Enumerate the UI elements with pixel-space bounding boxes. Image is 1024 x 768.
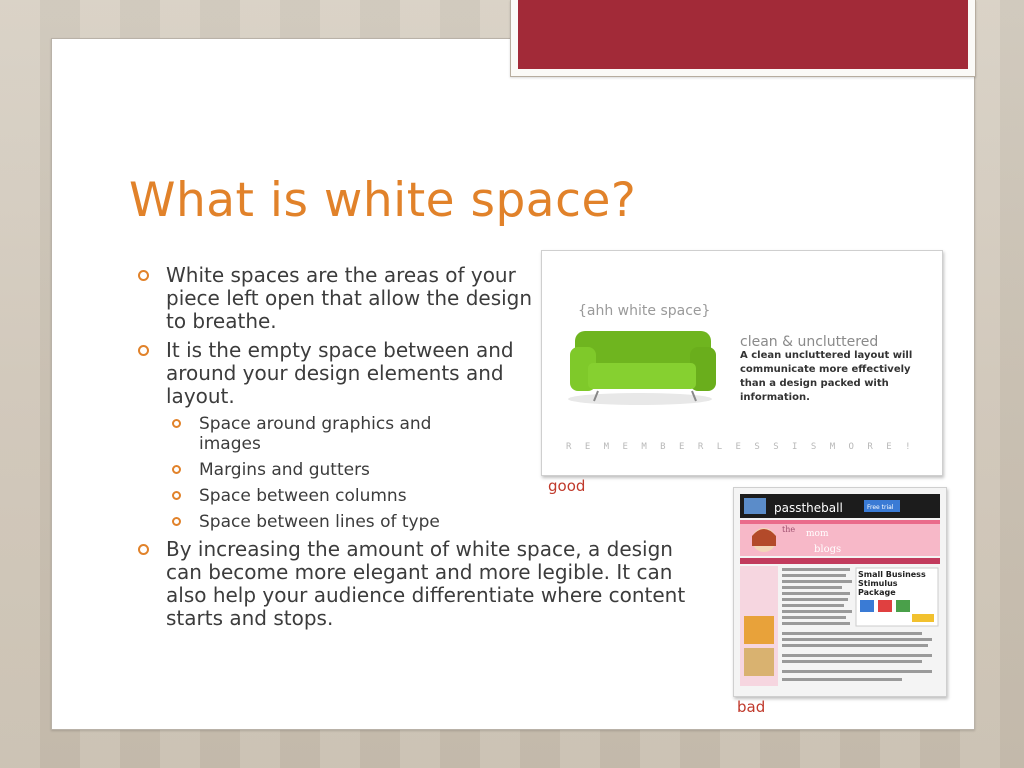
svg-text:passtheball: passtheball (774, 501, 843, 515)
bullet-item: White spaces are the areas of your piece left open that allow the design to breathe. (136, 264, 546, 333)
bullet-marker-icon (172, 465, 181, 474)
accent-tab (510, 0, 976, 77)
bullet-marker-icon (172, 419, 181, 428)
slide-title: What is white space? (129, 173, 637, 228)
bullet-marker-icon (172, 491, 181, 500)
bullet-marker-icon (172, 517, 181, 526)
sub-bullet-item: Space around graphics and images (136, 414, 449, 454)
sub-bullet-item: Space between columns (136, 486, 696, 506)
svg-text:Free trial: Free trial (867, 504, 894, 511)
bullet-item: By increasing the amount of white space, a design can become more elegant and more legible. It can also help your audience differentiate where content starts and stops. (136, 538, 696, 630)
bullet-item: It is the empty space between and around your design elements and layout. (136, 339, 516, 408)
white-space-ad-graphic (542, 251, 942, 475)
bad-example-image (733, 487, 947, 697)
ad-footer: R E M E M B E R L E S S I S M O R E ! (566, 442, 915, 452)
ad-heading: clean & uncluttered (740, 334, 879, 350)
svg-text:mom: mom (806, 529, 829, 539)
bullet-marker-icon (138, 345, 149, 356)
ad-tag: {ahh white space} (578, 303, 711, 319)
bullet-marker-icon (138, 544, 149, 555)
bad-caption: bad (737, 698, 766, 716)
sub-bullet-item: Space between lines of type (136, 512, 696, 532)
good-caption: good (548, 477, 586, 495)
accent-tab-fill (518, 0, 968, 69)
bullet-marker-icon (138, 270, 149, 281)
sub-bullet-item: Margins and gutters (136, 460, 696, 480)
svg-text:the: the (782, 525, 796, 534)
svg-text:blogs: blogs (814, 544, 842, 555)
good-example-image (541, 250, 943, 476)
ad-body: A clean uncluttered layout will communicate more effectively than a design packed with information. (740, 350, 913, 403)
cluttered-website-graphic: passtheball Free trial the mom blogs Small Business Stimulus Package (734, 488, 946, 696)
